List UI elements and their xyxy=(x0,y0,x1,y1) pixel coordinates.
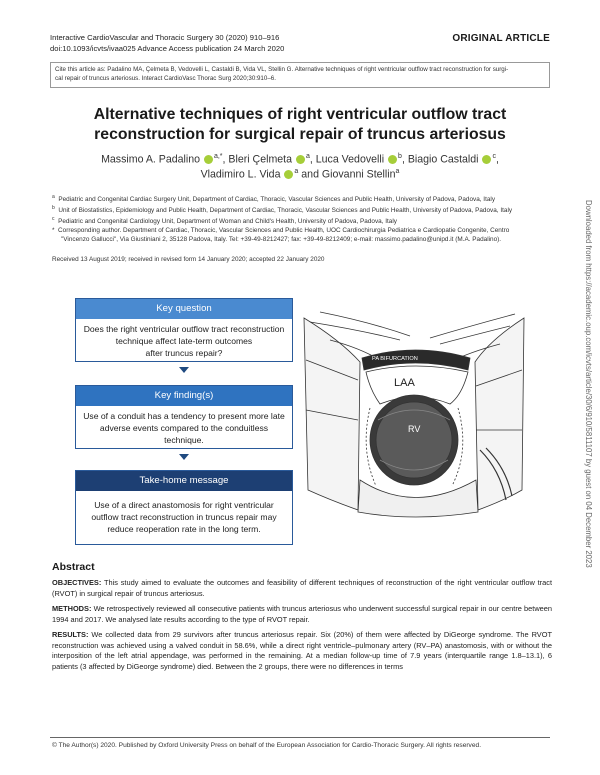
affiliation-sup: c xyxy=(52,216,55,223)
article-type: ORIGINAL ARTICLE xyxy=(452,33,550,44)
author-sup: a xyxy=(305,153,310,160)
journal-citation: Interactive CardioVascular and Thoracic Surgery 30 (2020) 910–916 xyxy=(50,33,280,42)
author-sup: c xyxy=(492,153,496,160)
affiliation-sup: b xyxy=(52,205,55,212)
title-line-2: reconstruction for surgical repair of truncus arteriosus xyxy=(94,126,506,143)
footer-divider xyxy=(50,737,550,738)
body-line: outflow tract reconstruction in truncus repair may xyxy=(91,512,277,522)
author-name[interactable]: Vladimiro L. Vida xyxy=(200,168,281,181)
author-name[interactable]: Luca Vedovelli xyxy=(315,153,385,166)
abstract-methods xyxy=(52,604,552,625)
author-sup: b xyxy=(398,153,402,160)
objectives-text: This study aimed to evaluate the outcomes and feasibility of different techniques of reconstruction of the right ventricular outflow tract (RVOT) in surgical repair of truncus arteriosus. xyxy=(52,578,553,598)
pa-bifurcation-label: PA BIFURCATION xyxy=(372,356,418,362)
download-note-text[interactable]: Downloaded from https://academic.oup.com/icvts/article/30/6/910/5811107 by guest on 04 December 2023 xyxy=(584,200,593,568)
orcid-icon[interactable] xyxy=(482,155,491,164)
citation-line-2: cal repair of truncus arteriosus. Interact CardioVasc Thorac Surg 2020;30:910–6. xyxy=(55,75,276,82)
author-name[interactable]: Massimo A. Padalino xyxy=(101,153,201,166)
flow-arrow xyxy=(179,367,189,373)
doi-line: doi:10.1093/icvts/ivaa025 Advance Access publication 24 March 2020 xyxy=(50,44,285,53)
affiliation-text: Unit of Biostatistics, Epidemiology and Public Health, Department of Cardiac, Thoracic, Vascular Sciences and Public Health, University of Padova, Padova, Italy xyxy=(58,207,513,215)
body-line: adverse events compared to the conduitless xyxy=(99,423,269,433)
key-question-body xyxy=(76,319,292,363)
laa-label: LAA xyxy=(394,377,415,389)
author-sup: a,* xyxy=(213,153,223,160)
key-question-title: Key question xyxy=(76,299,292,319)
copyright-footer: © The Author(s) 2020. Published by Oxford University Press on behalf of the European Association for Cardio-Thoracic Surgery. All rights reserved. xyxy=(52,742,482,749)
affiliation-item xyxy=(52,204,552,215)
article-title xyxy=(60,105,540,145)
results-label: RESULTS: xyxy=(52,630,89,639)
body-line: Use of a conduit has a tendency to present more late xyxy=(83,411,285,421)
author-name[interactable]: and Giovanni Stellin xyxy=(301,168,396,181)
title-line-1: Alternative techniques of right ventricular outflow tract xyxy=(93,106,507,123)
orcid-icon[interactable] xyxy=(284,170,293,179)
key-finding-title: Key finding(s) xyxy=(76,386,292,406)
abstract-objectives xyxy=(52,578,552,599)
methods-text: We retrospectively reviewed all consecutive patients with truncus arteriosus who underwent successful surgical repair in our centre between 1994 and 2017. We analysed late results according to the type of RVOT repair. xyxy=(52,604,552,624)
author-name[interactable]: Bleri Çelmeta xyxy=(228,153,293,166)
key-question-box xyxy=(75,298,293,362)
abstract-results xyxy=(52,630,552,672)
corresponding-line-2[interactable]: "Vincenzo Gallucci", Via Giustiniani 2, 35128 Padova, Italy. Tel: +39-49-8212427; fax: +39-49-8212409; e-mail: massimo.padalino@unipd.it (M.A. Padalino). xyxy=(61,236,502,243)
corresponding-author xyxy=(52,226,552,244)
affiliation-item xyxy=(52,193,552,204)
body-line: after truncus repair? xyxy=(145,348,223,358)
results-text: We collected data from 29 survivors after truncus arteriosus repair. Six (20%) of them were affected by DiGeorge syndrome. The RVOT reconstruction was achieved using a valved conduit in 58.6%, while a direct right ventricle–pulmonary artery (RV–PA) anastomosis, with or without the interposition of the left atrial appendage, was performed in the remaining. At a median follow-up time of 7.9 years (interquartile range 1.8–13.1), 6 patients (3 affected by DiGeorge syndrome) died. Between the 2 groups, there were no differences in terms xyxy=(52,630,552,671)
methods-label: METHODS: xyxy=(52,604,92,613)
author-sup: a xyxy=(294,168,299,175)
affiliations xyxy=(52,193,552,226)
body-line: technique affect late-term outcomes xyxy=(115,336,253,346)
affiliation-sup: a xyxy=(52,194,55,200)
orcid-icon[interactable] xyxy=(388,155,397,164)
authors-line-1: Massimo A. Padalino $^{a,*}$, Bleri Çelmeta $^a$, Luca Vedovelli $^b$, Biagio Castaldi $^c$, xyxy=(101,153,499,166)
flow-arrow xyxy=(179,454,189,460)
citation-box xyxy=(50,62,550,88)
affiliation-text: Pediatric and Congenital Cardiology Unit, Department of Woman and Child's Health, University of Padova, Padova, Italy xyxy=(58,218,397,226)
download-note[interactable] xyxy=(585,200,595,580)
key-finding-body xyxy=(76,406,292,450)
take-home-box xyxy=(75,470,293,545)
author-name[interactable]: Biagio Castaldi xyxy=(407,153,479,166)
received-dates: Received 13 August 2019; received in revised form 14 January 2020; accepted 22 January 2020 xyxy=(52,256,325,263)
objectives-label: OBJECTIVES: xyxy=(52,578,102,587)
citation-line-1: Cite this article as: Padalino MA, Çelmeta B, Vedovelli L, Castaldi B, Vida VL, Stellin G. Alternative techniques of right ventricular outflow tract reconstruction for surgi- xyxy=(55,66,509,73)
body-line: Does the right ventricular outflow tract reconstruction xyxy=(83,324,285,334)
orcid-icon[interactable] xyxy=(296,155,305,164)
take-home-title: Take-home message xyxy=(76,471,292,491)
corresponding-line-1: * Corresponding author. Department of Cardiac, Thoracic, Vascular Sciences and Public Health, UOC Cardiochirurgia Pediatrica e Cardiopatie Congenite, Centro xyxy=(52,227,510,234)
key-finding-box xyxy=(75,385,293,449)
surgical-illustration xyxy=(300,300,528,522)
authors-line-2 xyxy=(70,168,530,181)
affiliation-text: Pediatric and Congenital Cardiac Surgery Unit, Department of Cardiac, Thoracic, Vascular Sciences and Public Health, University of Padova, Padova, Italy xyxy=(58,196,496,204)
abstract-heading: Abstract xyxy=(52,561,95,573)
orcid-icon[interactable] xyxy=(204,155,213,164)
body-line: technique. xyxy=(164,435,204,445)
corresponding-text-1: Corresponding author. Department of Cardiac, Thoracic, Vascular Sciences and Public Health, UOC Cardiochirurgia Pediatrica e Cardiopatie Congenite, Centro xyxy=(58,227,510,234)
author-sup: a xyxy=(395,168,400,175)
body-line: Use of a direct anastomosis for right ventricular xyxy=(94,500,274,510)
body-line: reduce reoperation rate in the long term. xyxy=(107,524,261,534)
take-home-body xyxy=(76,491,292,539)
rv-label: RV xyxy=(408,424,421,434)
affiliation-item xyxy=(52,215,552,226)
